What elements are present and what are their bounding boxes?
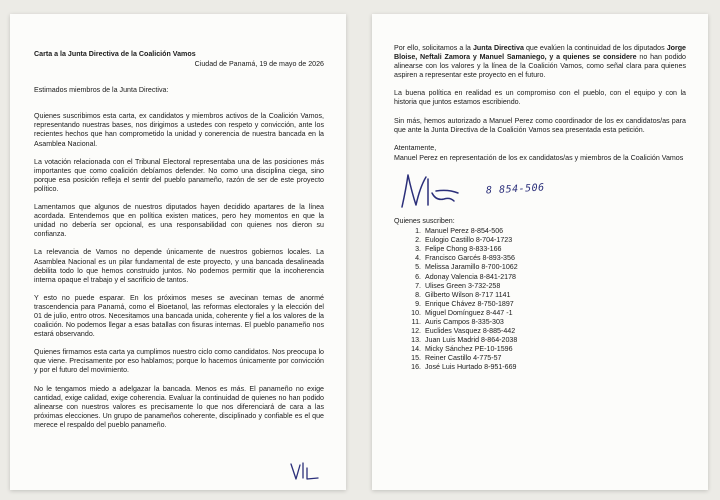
list-item: 3. Felipe Chong 8-833-166: [415, 245, 502, 254]
paragraph: Y esto no puede esparar. En los próximos meses se avecinan temas de anormé trascendencia para Panamá, como el Bioetanol, las reformas electorales y la elección del 01 de julio, entro otros. Necesitamos una bancada unida, coherente y fiel a los valores de la coalición. No podemos llegar a esas batallas con fisuras internas. El pueblo panameño nos estará observando.: [34, 293, 324, 339]
paragraph: La votación relacionada con el Tribunal Electoral representaba una de las posiciones más importantes que como coalición debíamos defender. No como una disciplina ciega, sino porque esa posición refleja el sentir del pueblo panameño, razón de ser de este proyecto político.: [34, 157, 324, 193]
sign-off: Atentamente,: [394, 143, 437, 152]
list-item: 8. Gilberto Wilson 8-717 1141: [415, 290, 511, 299]
paragraph: La relevancia de Vamos no depende únicamente de nuestros gobiernos locales. La Asamblea Nacional es un pilar fundamental de este proyecto, y una bancada desalineada debilita todo lo que hemos construido juntos. No podemos permitir que la incoherencia interna opaque el trabajo y el sacrificio de tantos.: [34, 248, 324, 284]
deputies-names-bold: Jorge Bloise, Neftali Zamora y Manuel Samaniego, y a quienes se considere: [394, 44, 687, 62]
list-item: 15. Reiner Castillo 4-775-57: [411, 354, 502, 363]
list-item: 13. Juan Luis Madrid 8-864-2038: [411, 336, 518, 345]
paragraph: La buena política en realidad es un compromiso con el pueblo, con el equipo y con la historia que juntos estamos escribiendo.: [394, 89, 686, 107]
signers-heading: Quienes suscriben:: [394, 216, 455, 225]
list-item: 12. Euclides Vasquez 8-885-442: [411, 327, 516, 336]
paragraph: No le tengamos miedo a adelgazar la bancada. Menos es más. El panameño no exige cantidad, exige calidad, exige coherencia. Evaluar la continuidad de quienes no han podido alinearse con nuestros valores es precisamente lo que nos diferenciará de cara a las próximas elecciones. Un grupo de panameños coherente, disciplinado y confiable es el que merece el respaldo del pueblo panameño.: [34, 384, 324, 429]
list-item: 11. Auris Campos 8-335-303: [411, 317, 504, 326]
city-date: Ciudad de Panamá, 19 de mayo de 2026: [194, 60, 324, 69]
paragraph: Quienes suscribimos esta carta, ex candidatos y miembros activos de la Coalición Vamos, representando nuestras bases, nos dirigimos a ustedes con respeto y convicción, ante los recientes hechos que han comprometido la unidad y conerencia de nuestra bancada en la Asamblea Nacional.: [34, 112, 324, 148]
junta-directiva-bold: Junta Directiva: [472, 44, 524, 52]
handwritten-id-number: 8 854-506: [485, 182, 545, 197]
initials-signature: [288, 460, 328, 482]
list-item: 7. Ulises Green 3-732-258: [415, 281, 501, 290]
letter-page-1: [10, 14, 346, 490]
list-item: 2. Eulogio Castillo 8-704-1723: [415, 236, 513, 245]
request-paragraph: Por ello, solicitamos a la Junta Directiva que evalúen la continuidad de los diputados Jorge Bloise, Neftali Zamora y Manuel Samaniego, y a quienes se considere no han podido alinearse con los valores y la línea de la Coalición Vamos, como señal clara para quienes aspiren a representar este proyecto en el futuro.: [394, 44, 687, 80]
list-item: 6. Adonay Valencia 8-841-2178: [415, 272, 516, 281]
paragraph: Lamentamos que algunos de nuestros diputados hayen decidido apartares de la línea acordada. Entendemos que en política existen matices, pero hey momentos en que la unidad no debería ser opcional, es una responsabilidad con quienes nos dieron su confianza.: [34, 203, 324, 239]
list-item: 10. Miguel Domínguez 8-447 -1: [411, 308, 513, 317]
handwritten-signature: [396, 171, 488, 211]
list-item: 16. José Luis Hurtado 8-951-669: [411, 363, 517, 372]
paragraph: Quienes firmamos esta carta ya cumplimos nuestro ciclo como candidatos. Nos preocupa lo que viene. Precisamente por eso hablamos; porque lo hacemos únicamente por convicción y por el futuro del movimiento.: [34, 348, 324, 375]
paragraph: Sin más, hemos autorizado a Manuel Perez como coordinador de los ex candidatos/as para que ante la Junta Directiva de la Coalición Vamos sea presentada esta petición.: [394, 116, 686, 134]
letter-page-2: [372, 14, 708, 490]
signature-block: [394, 171, 686, 211]
letter-title: Carta a la Junta Directiva de la Coalición Vamos: [34, 50, 196, 58]
representation-line: Manuel Perez en representación de los ex candidatos/as y miembros de la Coalición Vamos: [394, 153, 684, 162]
list-item: 1. Manuel Perez 8-854-506: [415, 227, 504, 236]
list-item: 14. Micky Sánchez PE-10-1596: [411, 345, 513, 354]
list-item: 4. Francisco Garcés 8-893-356: [415, 254, 515, 263]
list-item: 9. Enrique Chávez 8-750-1897: [415, 299, 514, 308]
signers-list: [394, 227, 686, 373]
list-item: 5. Melissa Jaramillo 8-700-1062: [415, 263, 518, 272]
greeting: Estimados miembros de la Junta Directiva:: [34, 86, 169, 95]
